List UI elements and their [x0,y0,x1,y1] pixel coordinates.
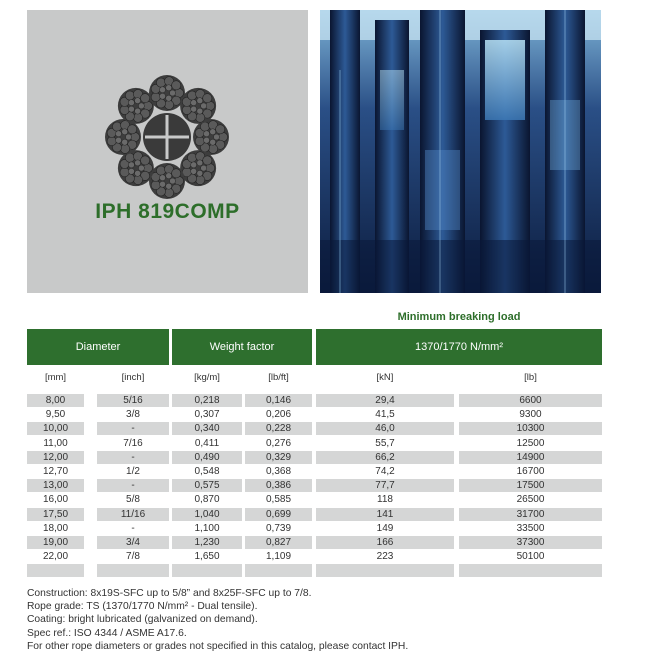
table-cell: 3/4 [97,536,169,549]
rope-cross-section-icon [102,72,232,202]
unit-label: [inch] [121,372,145,383]
table-cell: 74,2 [375,466,395,477]
table-cell: 166 [316,536,454,549]
table-cell: 0,206 [265,409,292,421]
note-contact: For other rope diameters or grades not specified in this catalog, please contact IPH. [27,640,409,652]
table-cell: 141 [316,508,454,521]
table-cell: 66,2 [316,451,454,464]
note-rope-grade: Rope grade: TS (1370/1770 N/mm² - Dual tensile). [27,601,258,613]
table-row [0,465,671,479]
tensile-grade-header: 1370/1770 N/mm² [316,329,602,365]
table-cell: 77,7 [316,479,454,492]
table-cell [172,564,242,577]
table-cell: 11/16 [97,508,169,521]
table-cell [27,564,84,577]
table-cell: 33500 [516,522,545,534]
table-cell: 223 [376,551,394,563]
table-cell: 8,00 [27,394,84,407]
table-cell: - [97,451,169,464]
table-cell: 118 [377,494,393,506]
elevator-photo [320,10,601,293]
weight-factor-header: Weight factor [172,329,312,365]
table-cell: 14900 [459,451,602,464]
table-cell: 22,00 [42,551,69,563]
table-cell: 0,368 [265,466,292,477]
note-coating: Coating: bright lubricated (galvanized on demand). [27,614,258,626]
table-cell: 11,00 [43,437,68,449]
table-cell: 10,00 [27,422,84,435]
table-cell: 50100 [516,551,545,563]
table-cell: 0,739 [265,522,292,534]
minimum-breaking-load-label: Minimum breaking load [397,311,521,323]
table-cell: 0,585 [265,494,292,506]
table-cell: 0,490 [172,451,242,464]
table-row [0,479,671,493]
table-cell: 0,307 [194,409,220,421]
table-cell: 1,040 [172,508,242,521]
table-row [0,536,671,550]
table-cell: 37300 [459,536,602,549]
table-cell: 0,699 [245,508,312,521]
table-cell: 5/16 [97,394,169,407]
table-row [0,508,671,522]
table-row [0,564,671,578]
table-cell: 16,00 [42,494,69,506]
product-title: IPH 819COMP [95,200,240,223]
table-row [0,451,671,465]
table-cell: 16700 [516,466,545,477]
table-cell: - [131,522,135,534]
table-cell: 19,00 [27,536,84,549]
table-cell: 9300 [519,409,542,421]
table-cell: 3/8 [126,409,140,421]
table-cell: 26500 [516,494,545,506]
note-construction: Construction: 8x19S-SFC up to 5/8” and 8x25F-SFC up to 7/8. [27,588,312,599]
table-row [0,550,671,564]
table-cell: 9,50 [45,409,66,421]
table-cell: - [97,479,169,492]
table-cell: 29,4 [316,394,454,407]
table-cell: 17,50 [27,508,84,521]
table-cell: 6600 [459,394,602,407]
table-row [0,437,671,451]
table-cell: - [97,422,169,435]
table-cell: 0,218 [172,394,242,407]
table-cell: 0,827 [245,536,312,549]
table-row [0,408,671,422]
table-cell: 0,575 [172,479,242,492]
unit-label: [kN] [376,372,394,383]
table-cell: 17500 [459,479,602,492]
diameter-header: Diameter [27,329,169,365]
unit-label: [lb] [524,372,537,383]
product-logo-panel [27,10,308,293]
table-cell: 12500 [516,437,545,449]
table-cell: 12,00 [27,451,84,464]
table-cell: 1,109 [265,551,292,563]
unit-label: [mm] [44,372,67,383]
table-cell: 46,0 [316,422,454,435]
table-cell: 0,870 [194,494,220,506]
table-cell: 12,70 [42,466,69,477]
unit-label: [kg/m] [194,372,220,383]
table-cell: 10300 [459,422,602,435]
table-cell [97,564,169,577]
table-cell: 7/8 [126,551,140,563]
table-cell: 149 [376,522,394,534]
table-cell: 0,340 [172,422,242,435]
table-cell: 0,276 [265,437,292,449]
table-cell: 1,230 [172,536,242,549]
table-cell: 0,386 [245,479,312,492]
table-cell: 0,329 [245,451,312,464]
footnotes [27,587,408,653]
table-cell: 1,100 [194,522,220,534]
table-cell: 55,7 [375,437,395,449]
unit-label: [lb/ft] [268,372,289,383]
table-cell [459,564,602,577]
table-row [0,522,671,536]
table-cell: 0,548 [194,466,220,477]
table-cell: 31700 [459,508,602,521]
table-cell: 5/8 [126,494,140,506]
table-row [0,493,671,507]
table-row [0,422,671,436]
table-cell: 0,146 [245,394,312,407]
table-cell: 1,650 [194,551,220,563]
table-cell: 41,5 [375,409,395,421]
table-cell: 0,228 [245,422,312,435]
table-cell: 7/16 [123,437,143,449]
note-spec-ref: Spec ref.: ISO 4344 / ASME A17.6. [27,627,187,639]
table-cell: 0,411 [194,437,220,449]
table-cell: 1/2 [126,466,140,477]
table-cell [245,564,312,577]
table-cell: 13,00 [27,479,84,492]
table-cell: 18,00 [42,522,69,534]
table-cell [316,564,454,577]
table-row [0,394,671,408]
